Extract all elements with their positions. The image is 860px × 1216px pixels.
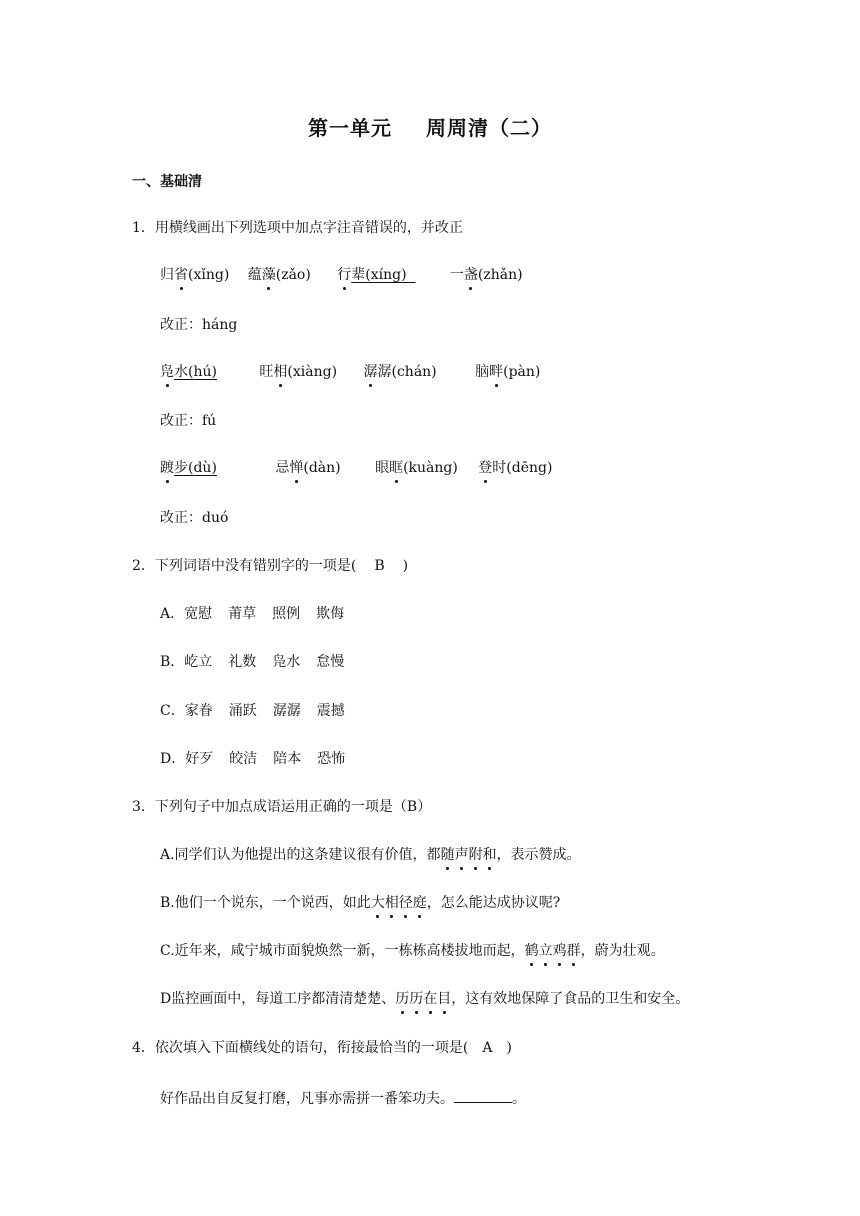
q1-row-2 <box>160 362 540 382</box>
question-4-stem: 4．依次填入下面横线处的语句，衔接最恰当的一项是( A ) <box>132 1040 512 1056</box>
q1-r3-item-2: 忌惮(dàn) <box>275 460 341 476</box>
q1-r3-item-3: 眼眶(kuàng) <box>375 460 458 476</box>
q4-blank <box>454 1088 512 1103</box>
emphasis-dot-char: 附 <box>468 847 483 863</box>
q1-row-1 <box>160 265 523 285</box>
q1-fix-3-answer: duó <box>202 510 229 526</box>
emphasis-dot-char: 声 <box>454 847 469 863</box>
q4-passage: 好作品出自反复打磨，凡事亦需拼一番笨功夫。 。 <box>160 1088 526 1109</box>
q1-r3-item-1-underlined: 踱步(dù) <box>160 460 217 476</box>
q1-fix-1: 改正：háng <box>160 317 238 333</box>
section-heading: 一、基础清 <box>132 174 202 190</box>
q1-r1-item-4: 一盏(zhǎn) <box>449 267 523 283</box>
q3-c-idiom <box>525 943 581 959</box>
q1-fix-2-answer: fú <box>202 413 217 429</box>
q3-option-a: A.同学们认为他提出的这条建议很有价值，都随声附和，表示赞成。 <box>160 847 581 863</box>
q1-fix-1-answer: háng <box>202 317 238 333</box>
q3-option-b: B.他们一个说东，一个说西，如此大相径庭，怎么能达成协议呢? <box>160 895 561 911</box>
q1-r2-item-4: 脑畔(pàn) <box>475 364 541 380</box>
emphasis-dot-char: 群 <box>566 943 581 959</box>
q1-row-3 <box>160 458 552 478</box>
q1-r1-item-1: 归省(xǐng) <box>160 267 230 283</box>
q3-option-c: C.近年来，咸宁城市面貌焕然一新，一栋栋高楼拔地而起，鹤立鸡群，蔚为壮观。 <box>160 943 665 959</box>
question-1-stem <box>132 218 463 238</box>
emphasis-dot-char: 鹤 <box>524 943 539 959</box>
q3-d-idiom <box>395 991 451 1007</box>
q1-stem-a: 1．用横线画出下列选项中加点字注音错误的 <box>132 220 407 236</box>
q2-answer: B <box>374 558 385 574</box>
q1-fix-3: 改正：duó <box>160 510 229 526</box>
q3-a-idiom <box>441 847 497 863</box>
q1-r2-item-2: 旺相(xiàng) <box>259 364 338 380</box>
emphasis-dot-char: 大 <box>370 895 385 911</box>
q1-r1-item-3-underlined: 行辈(xíng) <box>337 267 407 283</box>
q3-b-idiom <box>371 895 427 911</box>
q4-answer: A <box>482 1040 493 1056</box>
title-part1: 第一单元 <box>308 116 392 140</box>
page-title <box>0 112 860 141</box>
emphasis-dot-char: 径 <box>398 895 413 911</box>
q2-option-c: C．家眷 涌跃 潺潺 震撼 <box>160 703 345 719</box>
q1-r3-item-4: 登时(dēng) <box>478 460 553 476</box>
question-3-stem: 3．下列句子中加点成语运用正确的一项是（B） <box>132 799 432 815</box>
emphasis-dot-char: 历 <box>409 991 424 1007</box>
emphasis-dot-char: 目 <box>437 991 452 1007</box>
q3-option-d: D监控画面中，每道工序都清清楚楚、历历在目，这有效地保障了食品的卫生和安全。 <box>160 991 690 1007</box>
q2-option-d: D．好歹 皎洁 陪本 恐怖 <box>160 751 346 767</box>
emphasis-dot-char: 随 <box>440 847 455 863</box>
q2-option-b: B．屹立 礼数 凫水 怠慢 <box>160 654 345 670</box>
q1-fix-2: 改正：fú <box>160 413 217 429</box>
q1-r2-item-1-underlined: 凫水(hú) <box>160 364 217 380</box>
question-2-stem: 2．下列词语中没有错别字的一项是( B ) <box>132 558 409 574</box>
emphasis-dot-char: 历 <box>395 991 410 1007</box>
title-part2: 周周清（二） <box>426 116 552 140</box>
q1-r2-item-3: 潺潺(chán) <box>363 364 437 380</box>
q2-option-a: A．宽慰 莆草 照例 欺侮 <box>160 606 345 622</box>
emphasis-dot-char: 立 <box>538 943 553 959</box>
q1-stem-b: ，并改正 <box>406 220 463 236</box>
emphasis-dot-char: 和 <box>482 847 497 863</box>
emphasis-dot-char: 相 <box>384 895 399 911</box>
emphasis-dot-char: 在 <box>423 991 438 1007</box>
emphasis-dot-char: 庭 <box>412 895 427 911</box>
q1-r1-item-2: 蕴藻(zǎo) <box>247 267 311 283</box>
emphasis-dot-char: 鸡 <box>552 943 567 959</box>
